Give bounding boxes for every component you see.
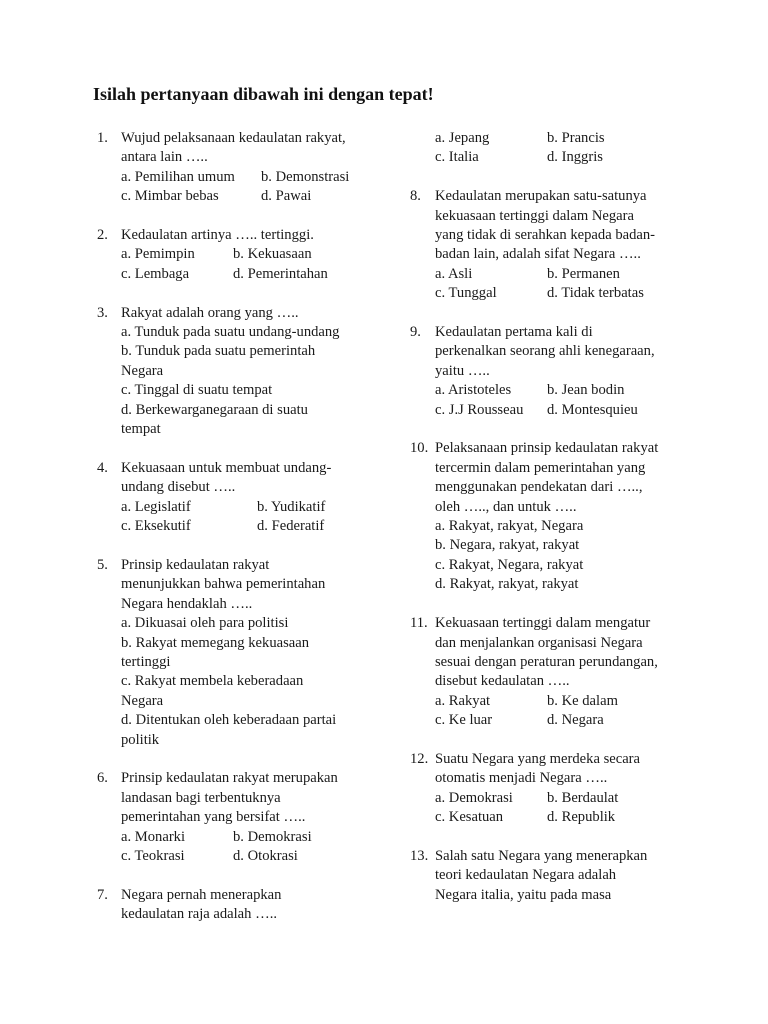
answer-options-row: [435, 265, 680, 284]
question-item: [97, 556, 377, 750]
question-text: badan lain, adalah sifat Negara …..: [435, 246, 641, 263]
question-text: dan menjalankan organisasi Negara: [435, 634, 643, 651]
answer-option: tempat: [121, 421, 161, 438]
answer-option: a. Demokrasi: [435, 789, 513, 806]
answer-options-row: [435, 401, 680, 420]
answer-options-row: [435, 381, 680, 400]
question-text: menunjukkan bahwa pemerintahan: [121, 576, 326, 593]
answer-option: Negara: [121, 362, 164, 379]
answer-option: d. Pemerintahan: [233, 265, 328, 282]
answer-option: a. Rakyat, rakyat, Negara: [435, 518, 584, 535]
question-text: landasan bagi terbentuknya: [121, 789, 281, 806]
answer-options-row: [121, 187, 377, 206]
right-column: [410, 129, 680, 925]
answer-option: a. Pemimpin: [121, 246, 195, 263]
answer-options-row: [435, 148, 680, 167]
answer-option: b. Kekuasaan: [233, 246, 312, 263]
answer-options-row: [121, 245, 377, 264]
answer-option: d. Berkewarganegaraan di suatu: [121, 401, 308, 418]
question-item: [97, 769, 377, 866]
question-text: undang disebut …..: [121, 479, 236, 496]
question-text: disebut kedaulatan …..: [435, 673, 570, 690]
question-text: Kedaulatan merupakan satu-satunya: [435, 188, 647, 205]
worksheet-title: Isilah pertanyaan dibawah ini dengan tepat!: [93, 84, 434, 104]
question-text: Prinsip kedaulatan rakyat merupakan: [121, 770, 338, 787]
question-number: 13.: [410, 847, 429, 864]
answer-option: politik: [121, 731, 160, 748]
answer-option: a. Legislatif: [121, 498, 191, 515]
question-text: Suatu Negara yang merdeka secara: [435, 750, 641, 767]
question-number: 2.: [97, 227, 108, 244]
question-item: [410, 323, 680, 420]
answer-option: b. Permanen: [547, 265, 620, 282]
answer-option: a. Tunduk pada suatu undang-undang: [121, 324, 340, 341]
question-number: 11.: [410, 615, 428, 632]
answer-option: b. Ke dalam: [547, 692, 618, 709]
question-text: oleh ….., dan untuk …..: [435, 498, 577, 515]
question-text: Rakyat adalah orang yang …..: [121, 304, 299, 321]
answer-option: c. Mimbar bebas: [121, 188, 219, 205]
answer-option: d. Otokrasi: [233, 847, 298, 864]
answer-options-row: [121, 265, 377, 284]
answer-option: c. Tunggal: [435, 285, 497, 302]
question-text: tercermin dalam pemerintahan yang: [435, 459, 646, 476]
question-text: sesuai dengan peraturan perundangan,: [435, 653, 658, 670]
question-text: Prinsip kedaulatan rakyat: [121, 556, 270, 573]
answer-option: c. Ke luar: [435, 712, 493, 729]
answer-option: b. Berdaulat: [547, 789, 619, 806]
question-text: yang tidak di serahkan kepada badan-: [435, 227, 656, 244]
answer-option: tertinggi: [121, 653, 171, 670]
question-text: antara lain …..: [121, 149, 208, 166]
answer-options-row: [435, 129, 680, 148]
question-text: Pelaksanaan prinsip kedaulatan rakyat: [435, 440, 659, 457]
answer-option: b. Prancis: [547, 130, 605, 146]
answer-option: a. Asli: [435, 265, 473, 282]
question-item: [410, 187, 680, 303]
answer-option: c. Italia: [435, 149, 479, 166]
answer-option: c. Teokrasi: [121, 847, 185, 864]
answer-options-row: [435, 284, 680, 303]
question-number: 8.: [410, 188, 421, 205]
answer-option: d. Rakyat, rakyat, rakyat: [435, 576, 579, 593]
answer-options-row: [121, 517, 377, 536]
answer-option: b. Jean bodin: [547, 382, 625, 399]
answer-option: d. Federatif: [257, 518, 325, 535]
answer-option: a. Dikuasai oleh para politisi: [121, 615, 289, 632]
answer-option: c. Kesatuan: [435, 809, 504, 826]
question-item: [410, 614, 680, 730]
question-text: Salah satu Negara yang menerapkan: [435, 847, 648, 864]
left-column: [97, 129, 377, 944]
question-text: Negara italia, yaitu pada masa: [435, 886, 612, 903]
question-item: [97, 226, 377, 284]
answer-option: c. Tinggal di suatu tempat: [121, 382, 273, 399]
question-text: perkenalkan seorang ahli kenegaraan,: [435, 343, 655, 360]
question-number: 5.: [97, 556, 108, 573]
question-item: [97, 129, 377, 207]
question-item: [97, 886, 377, 925]
answer-options-row: [121, 498, 377, 517]
question-number: 7.: [97, 886, 108, 903]
question-item: [97, 304, 377, 440]
answer-options-row: [435, 789, 680, 808]
answer-option: d. Montesquieu: [547, 401, 638, 418]
question-number: 1.: [97, 130, 108, 146]
answer-option: a. Pemilihan umum: [121, 168, 235, 185]
question-item: [410, 439, 680, 594]
answer-option: d. Ditentukan oleh keberadaan partai: [121, 712, 337, 729]
answer-option: b. Demonstrasi: [261, 168, 350, 185]
answer-option: d. Republik: [547, 809, 616, 826]
answer-option: Negara: [121, 692, 164, 709]
answer-option: c. Eksekutif: [121, 518, 191, 535]
answer-option: a. Rakyat: [435, 692, 491, 709]
answer-options-row: [121, 828, 377, 847]
answer-option: c. Rakyat, Negara, rakyat: [435, 556, 584, 573]
question-text: Kekuasaan tertinggi dalam mengatur: [435, 615, 651, 632]
answer-option: b. Tunduk pada suatu pemerintah: [121, 343, 316, 360]
question-text: pemerintahan yang bersifat …..: [121, 809, 306, 826]
answer-option: d. Inggris: [547, 149, 603, 166]
question-text: menggunakan pendekatan dari …..,: [435, 479, 643, 496]
question-number: 6.: [97, 770, 108, 787]
answer-option: b. Rakyat memegang kekuasaan: [121, 634, 310, 651]
question-item: [410, 847, 680, 905]
answer-option: a. Jepang: [435, 130, 490, 146]
answer-option: c. Rakyat membela keberadaan: [121, 673, 304, 690]
answer-option: b. Demokrasi: [233, 828, 312, 845]
answer-options-row: [121, 847, 377, 866]
answer-options-row: [435, 711, 680, 730]
question-text: kekuasaan tertinggi dalam Negara: [435, 207, 634, 224]
answer-option: b. Yudikatif: [257, 498, 326, 515]
question-number: 4.: [97, 459, 108, 476]
answer-option: c. J.J Rousseau: [435, 401, 524, 418]
answer-options-row: [435, 692, 680, 711]
answer-options-row: [121, 168, 377, 187]
question-text: teori kedaulatan Negara adalah: [435, 867, 617, 884]
answer-option: a. Aristoteles: [435, 382, 512, 399]
question-text: kedaulatan raja adalah …..: [121, 906, 277, 923]
question-item: [410, 129, 680, 168]
question-text: otomatis menjadi Negara …..: [435, 770, 608, 787]
answer-option: d. Tidak terbatas: [547, 285, 644, 302]
question-number: 3.: [97, 304, 108, 321]
question-item: [410, 750, 680, 828]
question-text: Wujud pelaksanaan kedaulatan rakyat,: [121, 130, 346, 146]
answer-option: d. Negara: [547, 712, 604, 729]
question-number: 10.: [410, 440, 429, 457]
question-text: yaitu …..: [435, 362, 490, 379]
question-text: Kedaulatan pertama kali di: [435, 324, 593, 341]
question-number: 12.: [410, 750, 429, 767]
answer-option: a. Monarki: [121, 828, 186, 845]
question-item: [97, 459, 377, 537]
answer-option: b. Negara, rakyat, rakyat: [435, 537, 580, 554]
question-text: Kedaulatan artinya ….. tertinggi.: [121, 227, 314, 244]
answer-option: d. Pawai: [261, 188, 312, 205]
question-text: Kekuasaan untuk membuat undang-: [121, 459, 332, 476]
question-text: Negara pernah menerapkan: [121, 886, 282, 903]
answer-options-row: [435, 808, 680, 827]
question-number: 9.: [410, 324, 421, 341]
question-text: Negara hendaklah …..: [121, 595, 253, 612]
answer-option: c. Lembaga: [121, 265, 190, 282]
